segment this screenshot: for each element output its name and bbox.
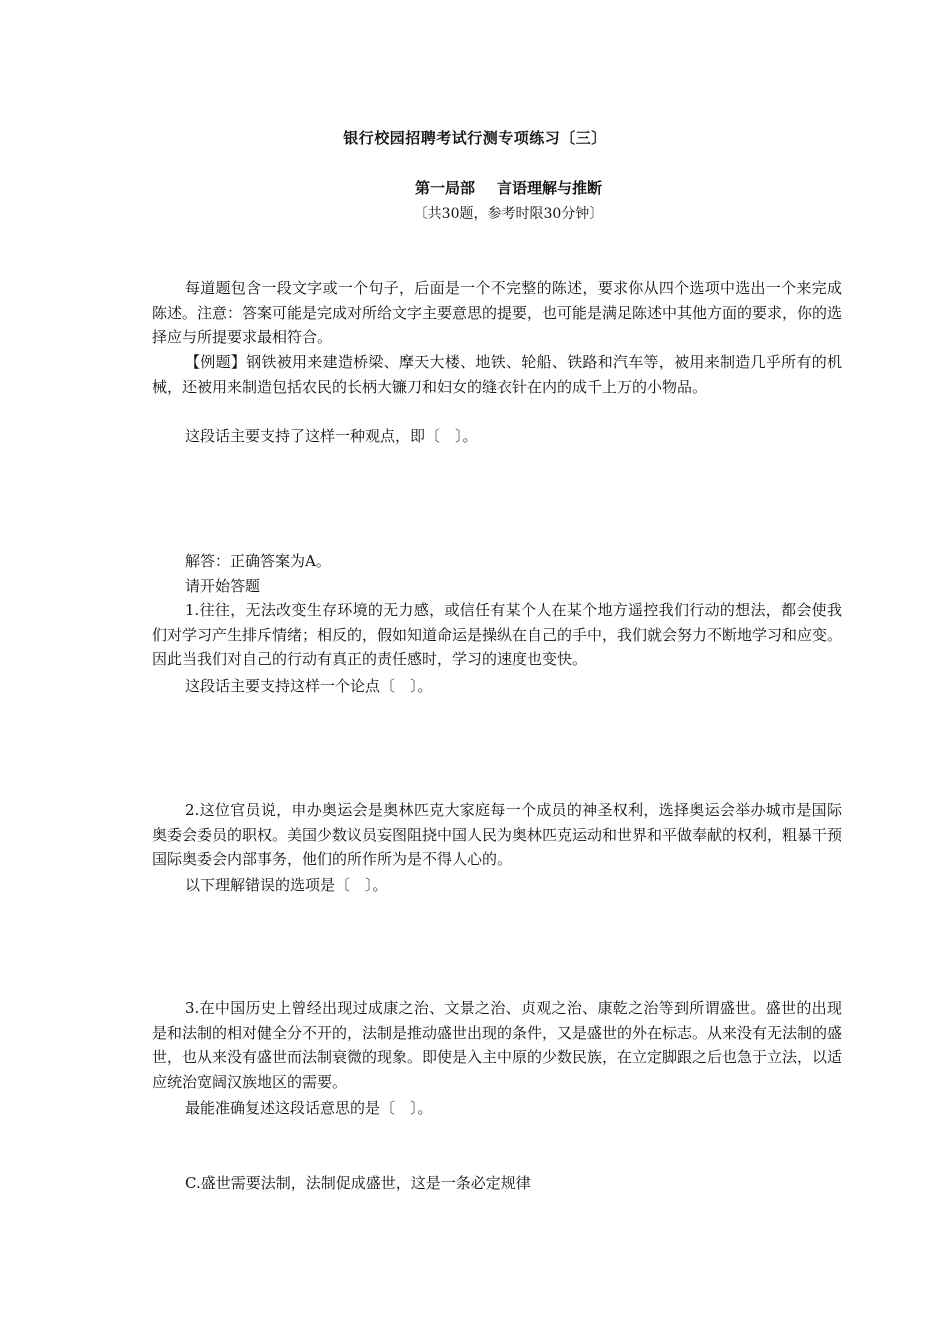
section-subtitle: 〔共30题，参考时限30分钟〕 <box>413 206 604 222</box>
section-title-name: 言语理解与推断 <box>497 179 603 197</box>
section-title <box>0 177 950 198</box>
start-prompt: 请开始答题 <box>185 577 261 595</box>
example-label: 【例题】 <box>185 353 247 371</box>
example-answer: 解答：正确答案为A。 <box>185 552 331 570</box>
question-1-prompt: 这段话主要支持这样一个论点〔 〕。 <box>185 677 433 695</box>
question-3-option-c: C.盛世需要法制，法制促成盛世，这是一条必定规律 <box>185 1174 531 1192</box>
section-title-part: 第一局部 <box>414 179 475 197</box>
question-3-prompt: 最能准确复述这段话意思的是〔 〕。 <box>185 1099 433 1117</box>
instructions-paragraph: 每道题包含一段文字或一个句子，后面是一个不完整的陈述，要求你从四个选项中选出一个来完成陈述。注意：答案可能是完成对所给文字主要意思的提要，也可能是满足陈述中其他方面的要求，你的选择应与所提要求最相符合。 <box>152 279 843 346</box>
example-paragraph <box>152 350 842 399</box>
question-2-prompt: 以下理解错误的选项是〔 〕。 <box>185 876 388 894</box>
example-question: 这段话主要支持了这样一种观点，即〔 〕。 <box>185 427 478 445</box>
document-title: 银行校园招聘考试行测专项练习〔三〕 <box>343 129 607 147</box>
question-3-passage: 3.在中国历史上曾经出现过成康之治、文景之治、贞观之治、康乾之治等到所谓盛世。盛世的出现是和法制的相对健全分不开的，法制是推动盛世出现的条件，又是盛世的外在标志。从来没有无法制的盛世，也从来没有盛世而法制衰微的现象。即使是入主中原的少数民族，在立定脚跟之后也急于立法，以适应统治宽阔汉族地区的需要。 <box>152 999 843 1091</box>
example-text: 钢铁被用来建造桥梁、摩天大楼、地铁、轮船、铁路和汽车等，被用来制造几乎所有的机械，还被用来制造包括农民的长柄大镰刀和妇女的缝衣针在内的成千上万的小物品。 <box>152 353 842 396</box>
question-2-passage: 2.这位官员说，申办奥运会是奥林匹克大家庭每一个成员的神圣权利，选择奥运会举办城市是国际奥委会委员的职权。美国少数议员妄图阻挠中国人民为奥林匹克运动和世界和平做奉献的权利，粗暴干预国际奥委会内部事务，他们的所作所为是不得人心的。 <box>152 801 843 868</box>
question-1-passage: 1.往往，无法改变生存环境的无力感，或信任有某个人在某个地方遥控我们行动的想法，都会使我们对学习产生排斥情绪；相反的，假如知道命运是操纵在自己的手中，我们就会努力不断地学习和应变。因此当我们对自己的行动有真正的责任感时，学习的速度也变快。 <box>152 601 843 668</box>
